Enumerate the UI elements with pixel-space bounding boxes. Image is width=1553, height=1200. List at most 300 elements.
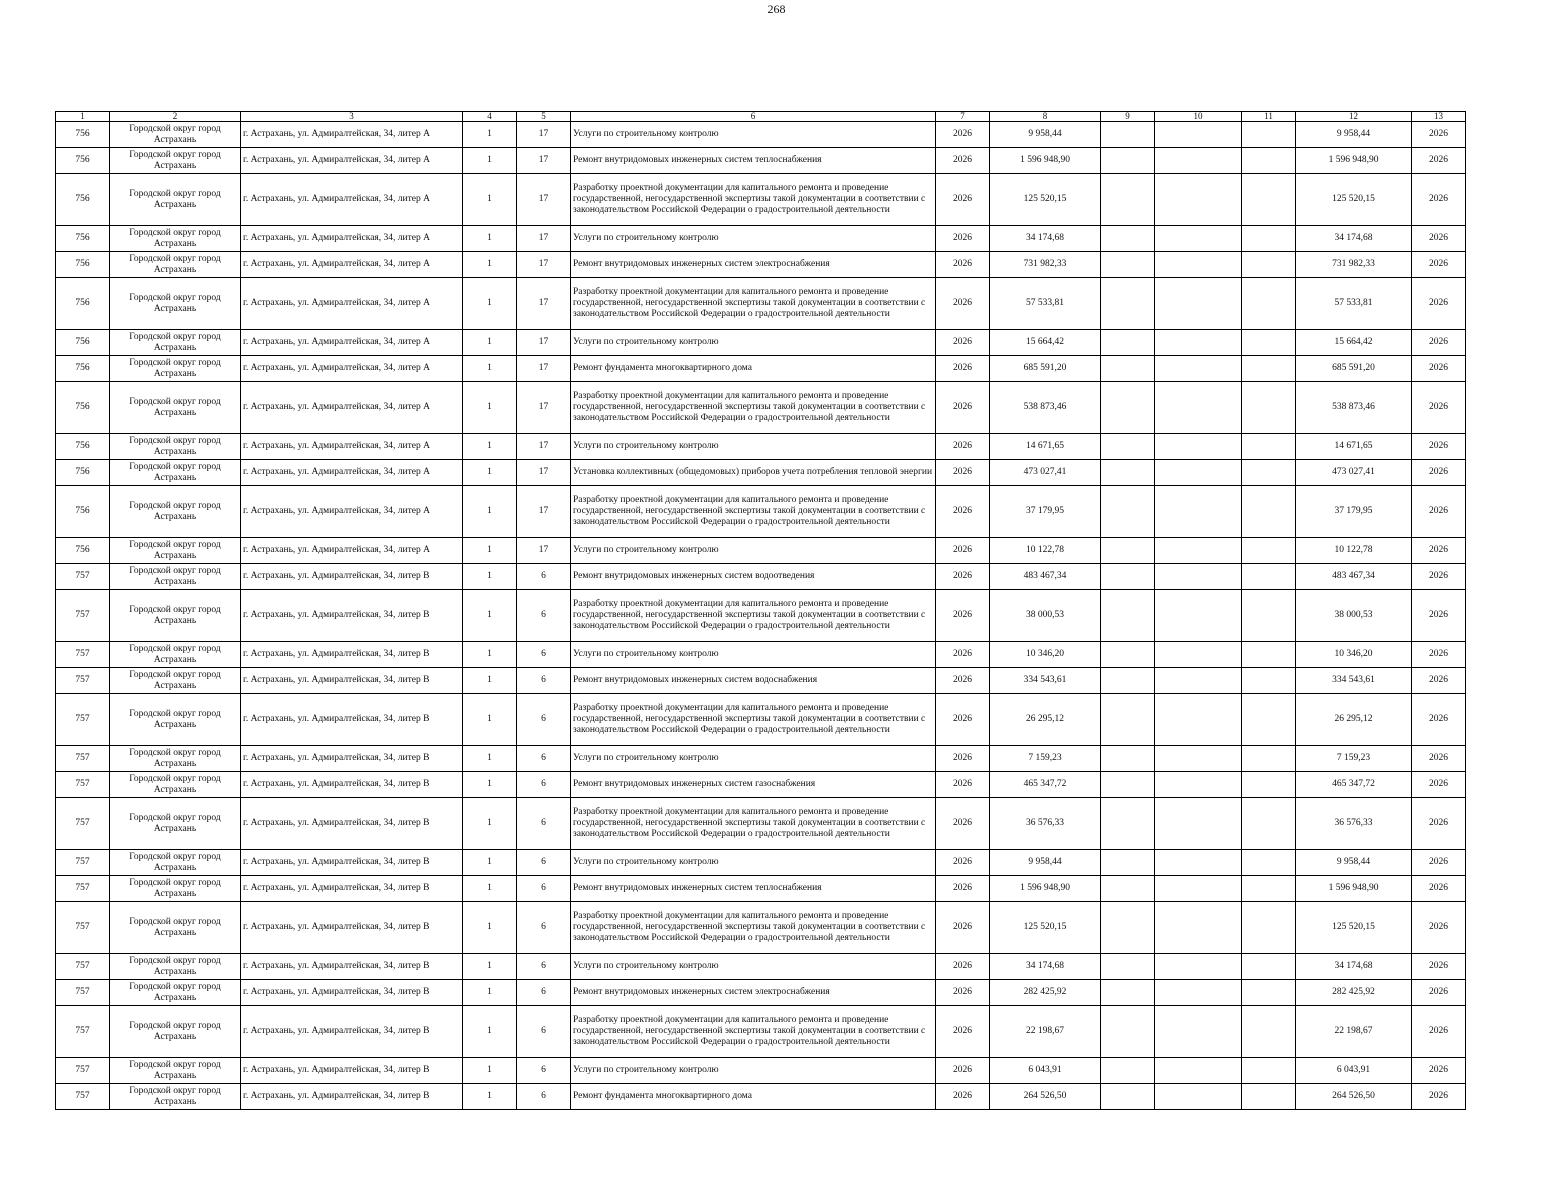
column-number: 9 [1101, 112, 1155, 122]
column-11-cell [1242, 876, 1296, 902]
cost-cell: 36 576,33 [990, 798, 1101, 850]
column-11-cell [1242, 902, 1296, 954]
table-row [56, 278, 1466, 330]
year-cell: 2026 [936, 772, 990, 798]
year-cell: 2026 [936, 226, 990, 252]
address-cell: г. Астрахань, ул. Адмиралтейская, 34, литер А [241, 356, 463, 382]
column-9-cell [1101, 876, 1155, 902]
cost-cell: 731 982,33 [990, 252, 1101, 278]
column-11-cell [1242, 590, 1296, 642]
address-cell: г. Астрахань, ул. Адмиралтейская, 34, литер А [241, 174, 463, 226]
column-9-cell [1101, 538, 1155, 564]
column-9-cell [1101, 798, 1155, 850]
row-number-cell: 756 [56, 174, 110, 226]
cost-cell: 1 596 948,90 [990, 148, 1101, 174]
page-number: 268 [767, 2, 786, 16]
column-10-cell [1155, 226, 1242, 252]
address-cell: г. Астрахань, ул. Адмиралтейская, 34, литер А [241, 226, 463, 252]
column-5-cell: 17 [517, 460, 571, 486]
completion-year-cell: 2026 [1412, 902, 1466, 954]
year-cell: 2026 [936, 252, 990, 278]
column-11-cell [1242, 486, 1296, 538]
column-11-cell [1242, 278, 1296, 330]
table-row [56, 798, 1466, 850]
column-9-cell [1101, 694, 1155, 746]
completion-year-cell: 2026 [1412, 668, 1466, 694]
column-5-cell: 6 [517, 954, 571, 980]
cost-cell: 10 346,20 [990, 642, 1101, 668]
total-cost-cell: 731 982,33 [1296, 252, 1412, 278]
column-4-cell: 1 [463, 174, 517, 226]
completion-year-cell: 2026 [1412, 1006, 1466, 1058]
municipality-cell: Городской округ город Астрахань [110, 876, 241, 902]
column-number: 10 [1155, 112, 1242, 122]
column-5-cell: 17 [517, 330, 571, 356]
work-type-cell: Услуги по строительному контролю [571, 1058, 936, 1084]
column-number: 12 [1296, 112, 1412, 122]
row-number-cell: 757 [56, 902, 110, 954]
cost-cell: 38 000,53 [990, 590, 1101, 642]
table-row [56, 174, 1466, 226]
municipality-cell: Городской округ город Астрахань [110, 252, 241, 278]
address-cell: г. Астрахань, ул. Адмиралтейская, 34, литер В [241, 954, 463, 980]
column-5-cell: 17 [517, 148, 571, 174]
completion-year-cell: 2026 [1412, 434, 1466, 460]
column-10-cell [1155, 876, 1242, 902]
table-row [56, 330, 1466, 356]
municipality-cell: Городской округ город Астрахань [110, 902, 241, 954]
address-cell: г. Астрахань, ул. Адмиралтейская, 34, литер А [241, 252, 463, 278]
work-type-cell: Ремонт внутридомовых инженерных систем водоснабжения [571, 668, 936, 694]
column-number: 4 [463, 112, 517, 122]
column-4-cell: 1 [463, 382, 517, 434]
cost-cell: 264 526,50 [990, 1084, 1101, 1110]
column-5-cell: 6 [517, 668, 571, 694]
column-4-cell: 1 [463, 798, 517, 850]
table-row [56, 434, 1466, 460]
work-type-cell: Услуги по строительному контролю [571, 746, 936, 772]
total-cost-cell: 36 576,33 [1296, 798, 1412, 850]
cost-cell: 465 347,72 [990, 772, 1101, 798]
year-cell: 2026 [936, 122, 990, 148]
column-10-cell [1155, 148, 1242, 174]
cost-cell: 14 671,65 [990, 434, 1101, 460]
column-11-cell [1242, 746, 1296, 772]
column-9-cell [1101, 174, 1155, 226]
completion-year-cell: 2026 [1412, 746, 1466, 772]
cost-cell: 22 198,67 [990, 1006, 1101, 1058]
table-row [56, 772, 1466, 798]
row-number-cell: 756 [56, 382, 110, 434]
column-5-cell: 17 [517, 122, 571, 148]
completion-year-cell: 2026 [1412, 356, 1466, 382]
column-10-cell [1155, 772, 1242, 798]
address-cell: г. Астрахань, ул. Адмиралтейская, 34, литер В [241, 850, 463, 876]
column-9-cell [1101, 1006, 1155, 1058]
column-10-cell [1155, 486, 1242, 538]
total-cost-cell: 34 174,68 [1296, 226, 1412, 252]
total-cost-cell: 1 596 948,90 [1296, 876, 1412, 902]
cost-cell: 685 591,20 [990, 356, 1101, 382]
work-type-cell: Разработку проектной документации для капитального ремонта и проведение государственной, негосударственной экспертизы такой документации в соответствии с законодательством Российской Федерации о градостроительной деятельности [571, 174, 936, 226]
column-11-cell [1242, 252, 1296, 278]
total-cost-cell: 685 591,20 [1296, 356, 1412, 382]
column-11-cell [1242, 1058, 1296, 1084]
address-cell: г. Астрахань, ул. Адмиралтейская, 34, литер В [241, 746, 463, 772]
address-cell: г. Астрахань, ул. Адмиралтейская, 34, литер А [241, 148, 463, 174]
row-number-cell: 757 [56, 1006, 110, 1058]
municipality-cell: Городской округ город Астрахань [110, 668, 241, 694]
column-4-cell: 1 [463, 850, 517, 876]
table-row [56, 850, 1466, 876]
column-5-cell: 6 [517, 694, 571, 746]
address-cell: г. Астрахань, ул. Адмиралтейская, 34, литер А [241, 434, 463, 460]
municipality-cell: Городской округ город Астрахань [110, 798, 241, 850]
row-number-cell: 756 [56, 226, 110, 252]
total-cost-cell: 7 159,23 [1296, 746, 1412, 772]
total-cost-cell: 57 533,81 [1296, 278, 1412, 330]
row-number-cell: 756 [56, 122, 110, 148]
column-number: 3 [241, 112, 463, 122]
total-cost-cell: 26 295,12 [1296, 694, 1412, 746]
column-9-cell [1101, 902, 1155, 954]
municipality-cell: Городской округ город Астрахань [110, 538, 241, 564]
cost-cell: 282 425,92 [990, 980, 1101, 1006]
column-9-cell [1101, 382, 1155, 434]
work-type-cell: Услуги по строительному контролю [571, 434, 936, 460]
address-cell: г. Астрахань, ул. Адмиралтейская, 34, литер В [241, 772, 463, 798]
total-cost-cell: 9 958,44 [1296, 122, 1412, 148]
work-type-cell: Ремонт фундамента многоквартирного дома [571, 356, 936, 382]
work-type-cell: Разработку проектной документации для капитального ремонта и проведение государственной, негосударственной экспертизы такой документации в соответствии с законодательством Российской Федерации о градостроительной деятельности [571, 798, 936, 850]
row-number-cell: 757 [56, 1058, 110, 1084]
row-number-cell: 757 [56, 668, 110, 694]
table-row [56, 590, 1466, 642]
work-type-cell: Услуги по строительному контролю [571, 226, 936, 252]
completion-year-cell: 2026 [1412, 642, 1466, 668]
address-cell: г. Астрахань, ул. Адмиралтейская, 34, литер В [241, 564, 463, 590]
work-type-cell: Разработку проектной документации для капитального ремонта и проведение государственной, негосударственной экспертизы такой документации в соответствии с законодательством Российской Федерации о градостроительной деятельности [571, 590, 936, 642]
column-4-cell: 1 [463, 226, 517, 252]
column-9-cell [1101, 252, 1155, 278]
completion-year-cell: 2026 [1412, 954, 1466, 980]
column-4-cell: 1 [463, 902, 517, 954]
column-9-cell [1101, 460, 1155, 486]
column-5-cell: 17 [517, 382, 571, 434]
column-11-cell [1242, 434, 1296, 460]
cost-cell: 1 596 948,90 [990, 876, 1101, 902]
work-type-cell: Ремонт внутридомовых инженерных систем водоотведения [571, 564, 936, 590]
year-cell: 2026 [936, 538, 990, 564]
column-5-cell: 6 [517, 1006, 571, 1058]
column-9-cell [1101, 434, 1155, 460]
completion-year-cell: 2026 [1412, 1058, 1466, 1084]
row-number-cell: 756 [56, 148, 110, 174]
completion-year-cell: 2026 [1412, 382, 1466, 434]
column-9-cell [1101, 1058, 1155, 1084]
column-5-cell: 17 [517, 356, 571, 382]
cost-cell: 7 159,23 [990, 746, 1101, 772]
municipality-cell: Городской округ город Астрахань [110, 1058, 241, 1084]
column-11-cell [1242, 148, 1296, 174]
total-cost-cell: 14 671,65 [1296, 434, 1412, 460]
work-type-cell: Разработку проектной документации для капитального ремонта и проведение государственной, негосударственной экспертизы такой документации в соответствии с законодательством Российской Федерации о градостроительной деятельности [571, 694, 936, 746]
cost-cell: 15 664,42 [990, 330, 1101, 356]
address-cell: г. Астрахань, ул. Адмиралтейская, 34, литер А [241, 122, 463, 148]
work-type-cell: Ремонт фундамента многоквартирного дома [571, 1084, 936, 1110]
column-10-cell [1155, 122, 1242, 148]
column-11-cell [1242, 226, 1296, 252]
column-5-cell: 17 [517, 174, 571, 226]
column-11-cell [1242, 538, 1296, 564]
row-number-cell: 756 [56, 330, 110, 356]
table-row [56, 1084, 1466, 1110]
column-11-cell [1242, 850, 1296, 876]
completion-year-cell: 2026 [1412, 876, 1466, 902]
completion-year-cell: 2026 [1412, 174, 1466, 226]
column-9-cell [1101, 980, 1155, 1006]
column-9-cell [1101, 226, 1155, 252]
year-cell: 2026 [936, 590, 990, 642]
row-number-cell: 757 [56, 798, 110, 850]
cost-cell: 10 122,78 [990, 538, 1101, 564]
completion-year-cell: 2026 [1412, 980, 1466, 1006]
table-row [56, 876, 1466, 902]
column-10-cell [1155, 980, 1242, 1006]
address-cell: г. Астрахань, ул. Адмиралтейская, 34, литер В [241, 590, 463, 642]
table-row [56, 252, 1466, 278]
work-type-cell: Разработку проектной документации для капитального ремонта и проведение государственной, негосударственной экспертизы такой документации в соответствии с законодательством Российской Федерации о градостроительной деятельности [571, 278, 936, 330]
row-number-cell: 756 [56, 252, 110, 278]
total-cost-cell: 538 873,46 [1296, 382, 1412, 434]
work-type-cell: Услуги по строительному контролю [571, 850, 936, 876]
column-10-cell [1155, 902, 1242, 954]
column-5-cell: 6 [517, 980, 571, 1006]
table-row [56, 668, 1466, 694]
year-cell: 2026 [936, 148, 990, 174]
total-cost-cell: 334 543,61 [1296, 668, 1412, 694]
column-4-cell: 1 [463, 330, 517, 356]
column-11-cell [1242, 1006, 1296, 1058]
column-4-cell: 1 [463, 356, 517, 382]
municipality-cell: Городской округ город Астрахань [110, 1084, 241, 1110]
total-cost-cell: 483 467,34 [1296, 564, 1412, 590]
column-10-cell [1155, 564, 1242, 590]
address-cell: г. Астрахань, ул. Адмиралтейская, 34, литер В [241, 1006, 463, 1058]
total-cost-cell: 473 027,41 [1296, 460, 1412, 486]
column-4-cell: 1 [463, 252, 517, 278]
column-4-cell: 1 [463, 694, 517, 746]
column-5-cell: 6 [517, 798, 571, 850]
cost-cell: 34 174,68 [990, 226, 1101, 252]
completion-year-cell: 2026 [1412, 538, 1466, 564]
column-4-cell: 1 [463, 434, 517, 460]
year-cell: 2026 [936, 330, 990, 356]
column-11-cell [1242, 642, 1296, 668]
completion-year-cell: 2026 [1412, 590, 1466, 642]
column-9-cell [1101, 668, 1155, 694]
row-number-cell: 757 [56, 954, 110, 980]
column-10-cell [1155, 1058, 1242, 1084]
year-cell: 2026 [936, 1006, 990, 1058]
table-row [56, 694, 1466, 746]
column-number: 5 [517, 112, 571, 122]
year-cell: 2026 [936, 668, 990, 694]
year-cell: 2026 [936, 850, 990, 876]
column-10-cell [1155, 538, 1242, 564]
table-row [56, 746, 1466, 772]
column-11-cell [1242, 668, 1296, 694]
total-cost-cell: 15 664,42 [1296, 330, 1412, 356]
total-cost-cell: 38 000,53 [1296, 590, 1412, 642]
table-row [56, 1058, 1466, 1084]
table-row [56, 460, 1466, 486]
column-9-cell [1101, 642, 1155, 668]
year-cell: 2026 [936, 460, 990, 486]
year-cell: 2026 [936, 382, 990, 434]
column-4-cell: 1 [463, 980, 517, 1006]
total-cost-cell: 465 347,72 [1296, 772, 1412, 798]
cost-cell: 125 520,15 [990, 174, 1101, 226]
year-cell: 2026 [936, 876, 990, 902]
column-10-cell [1155, 642, 1242, 668]
work-type-cell: Ремонт внутридомовых инженерных систем электроснабжения [571, 980, 936, 1006]
table-row [56, 980, 1466, 1006]
work-type-cell: Разработку проектной документации для капитального ремонта и проведение государственной, негосударственной экспертизы такой документации в соответствии с законодательством Российской Федерации о градостроительной деятельности [571, 486, 936, 538]
year-cell: 2026 [936, 954, 990, 980]
address-cell: г. Астрахань, ул. Адмиралтейская, 34, литер В [241, 902, 463, 954]
municipality-cell: Городской округ город Астрахань [110, 278, 241, 330]
works-table [55, 111, 1466, 1110]
table-row [56, 226, 1466, 252]
column-5-cell: 17 [517, 434, 571, 460]
column-11-cell [1242, 772, 1296, 798]
work-type-cell: Ремонт внутридомовых инженерных систем газоснабжения [571, 772, 936, 798]
year-cell: 2026 [936, 980, 990, 1006]
column-4-cell: 1 [463, 486, 517, 538]
total-cost-cell: 10 346,20 [1296, 642, 1412, 668]
work-type-cell: Разработку проектной документации для капитального ремонта и проведение государственной, негосударственной экспертизы такой документации в соответствии с законодательством Российской Федерации о градостроительной деятельности [571, 382, 936, 434]
municipality-cell: Городской округ город Астрахань [110, 434, 241, 460]
row-number-cell: 757 [56, 694, 110, 746]
municipality-cell: Городской округ город Астрахань [110, 954, 241, 980]
column-4-cell: 1 [463, 954, 517, 980]
column-4-cell: 1 [463, 668, 517, 694]
work-type-cell: Установка коллективных (общедомовых) приборов учета потребления тепловой энергии [571, 460, 936, 486]
year-cell: 2026 [936, 694, 990, 746]
row-number-cell: 757 [56, 564, 110, 590]
total-cost-cell: 282 425,92 [1296, 980, 1412, 1006]
column-10-cell [1155, 954, 1242, 980]
address-cell: г. Астрахань, ул. Адмиралтейская, 34, литер А [241, 486, 463, 538]
column-9-cell [1101, 122, 1155, 148]
column-4-cell: 1 [463, 772, 517, 798]
address-cell: г. Астрахань, ул. Адмиралтейская, 34, литер В [241, 694, 463, 746]
column-10-cell [1155, 460, 1242, 486]
column-5-cell: 6 [517, 1084, 571, 1110]
work-type-cell: Разработку проектной документации для капитального ремонта и проведение государственной, негосударственной экспертизы такой документации в соответствии с законодательством Российской Федерации о градостроительной деятельности [571, 1006, 936, 1058]
year-cell: 2026 [936, 564, 990, 590]
address-cell: г. Астрахань, ул. Адмиралтейская, 34, литер А [241, 460, 463, 486]
row-number-cell: 756 [56, 538, 110, 564]
column-9-cell [1101, 330, 1155, 356]
column-10-cell [1155, 850, 1242, 876]
column-number: 13 [1412, 112, 1466, 122]
work-type-cell: Услуги по строительному контролю [571, 538, 936, 564]
total-cost-cell: 34 174,68 [1296, 954, 1412, 980]
address-cell: г. Астрахань, ул. Адмиралтейская, 34, литер В [241, 980, 463, 1006]
column-11-cell [1242, 1084, 1296, 1110]
municipality-cell: Городской округ город Астрахань [110, 226, 241, 252]
cost-cell: 473 027,41 [990, 460, 1101, 486]
row-number-cell: 757 [56, 850, 110, 876]
municipality-cell: Городской округ город Астрахань [110, 148, 241, 174]
column-10-cell [1155, 1084, 1242, 1110]
completion-year-cell: 2026 [1412, 798, 1466, 850]
row-number-cell: 757 [56, 642, 110, 668]
municipality-cell: Городской округ город Астрахань [110, 694, 241, 746]
work-type-cell: Услуги по строительному контролю [571, 330, 936, 356]
column-4-cell: 1 [463, 148, 517, 174]
year-cell: 2026 [936, 642, 990, 668]
row-number-cell: 756 [56, 486, 110, 538]
row-number-cell: 757 [56, 772, 110, 798]
table-body [56, 122, 1466, 1110]
column-4-cell: 1 [463, 1006, 517, 1058]
completion-year-cell: 2026 [1412, 226, 1466, 252]
cost-cell: 9 958,44 [990, 122, 1101, 148]
column-10-cell [1155, 668, 1242, 694]
column-4-cell: 1 [463, 1058, 517, 1084]
total-cost-cell: 125 520,15 [1296, 174, 1412, 226]
table-row [56, 954, 1466, 980]
column-10-cell [1155, 174, 1242, 226]
column-9-cell [1101, 746, 1155, 772]
cost-cell: 26 295,12 [990, 694, 1101, 746]
column-11-cell [1242, 382, 1296, 434]
cost-cell: 34 174,68 [990, 954, 1101, 980]
column-10-cell [1155, 1006, 1242, 1058]
row-number-cell: 757 [56, 876, 110, 902]
column-number: 1 [56, 112, 110, 122]
column-11-cell [1242, 564, 1296, 590]
column-4-cell: 1 [463, 642, 517, 668]
table-row [56, 902, 1466, 954]
completion-year-cell: 2026 [1412, 1084, 1466, 1110]
column-5-cell: 6 [517, 902, 571, 954]
completion-year-cell: 2026 [1412, 330, 1466, 356]
municipality-cell: Городской округ город Астрахань [110, 642, 241, 668]
municipality-cell: Городской округ город Астрахань [110, 460, 241, 486]
municipality-cell: Городской округ город Астрахань [110, 564, 241, 590]
column-11-cell [1242, 122, 1296, 148]
column-10-cell [1155, 694, 1242, 746]
address-cell: г. Астрахань, ул. Адмиралтейская, 34, литер В [241, 668, 463, 694]
column-4-cell: 1 [463, 1084, 517, 1110]
address-cell: г. Астрахань, ул. Адмиралтейская, 34, литер В [241, 876, 463, 902]
cost-cell: 125 520,15 [990, 902, 1101, 954]
column-9-cell [1101, 564, 1155, 590]
column-10-cell [1155, 382, 1242, 434]
total-cost-cell: 37 179,95 [1296, 486, 1412, 538]
column-10-cell [1155, 434, 1242, 460]
municipality-cell: Городской округ город Астрахань [110, 330, 241, 356]
cost-cell: 9 958,44 [990, 850, 1101, 876]
address-cell: г. Астрахань, ул. Адмиралтейская, 34, литер В [241, 798, 463, 850]
column-5-cell: 6 [517, 772, 571, 798]
column-4-cell: 1 [463, 746, 517, 772]
total-cost-cell: 1 596 948,90 [1296, 148, 1412, 174]
